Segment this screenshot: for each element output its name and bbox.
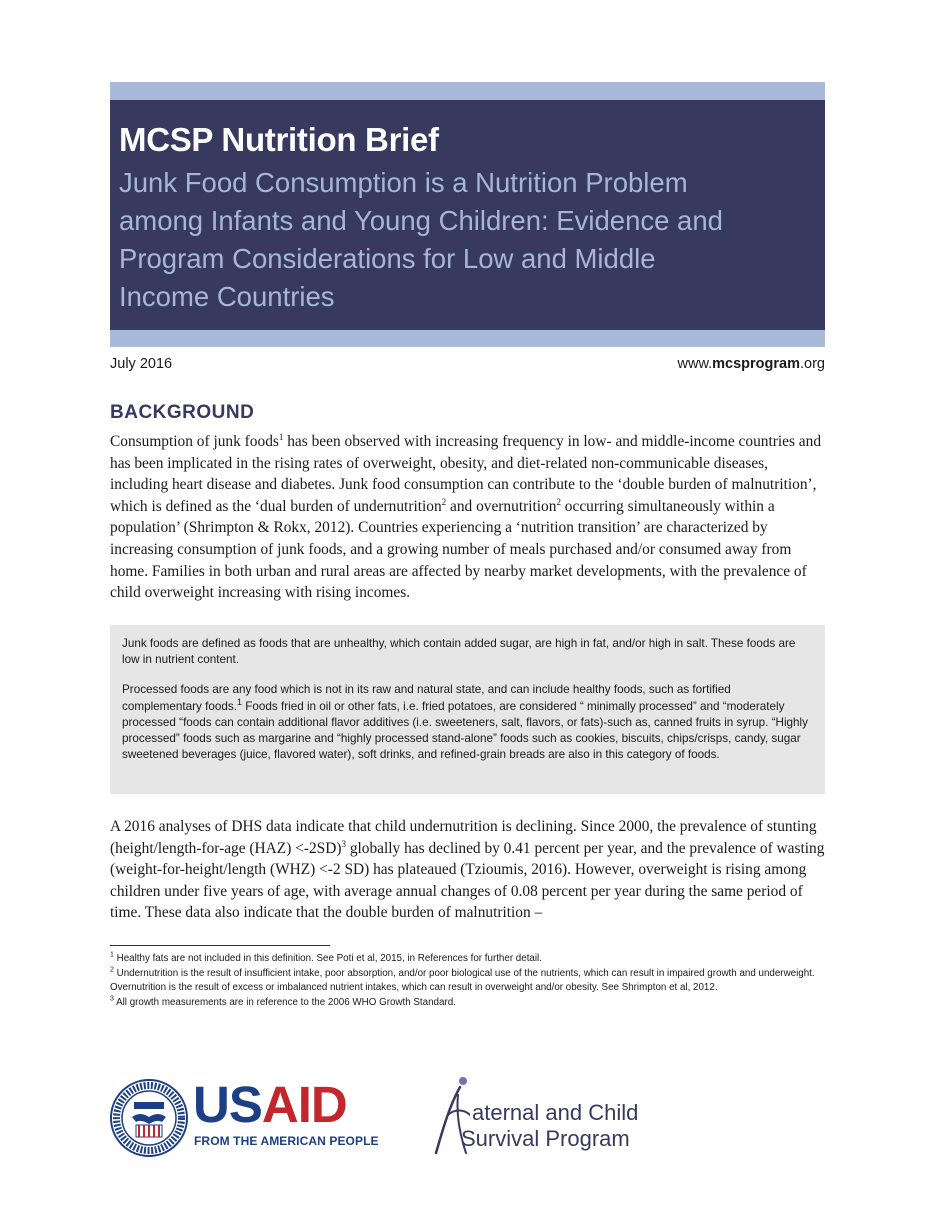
text-run: Foods fried in oil or other fats, i.e. fried potatoes, are considered “ minimally processed” and “moderately processed “foods can contain additional flavor additives (i.e. sweeteners, salt, flavors, or fats)-such as, canned fruits in syrup. “Highly processed” foods such as margarine and “highly processed stand-alone” foods such as cookies, biscuits, chips/crisps, candy, sugar sweetened beverages (juice, flavored water), soft drinks, and refined-grain breads are also in this category of foods. bbox=[122, 699, 808, 762]
footnote bbox=[110, 967, 825, 995]
header-bottom-band bbox=[110, 330, 825, 347]
text-run: occurring simultaneously within a population’ (Shrimpton & Rokx, 2012). Countries experiencing a ‘nutrition transition’ are characterized by increasing consumption of junk foods, and a growing number of meals purchased and/or consumed away from home. Families in both urban and rural areas are affected by nearby market developments, with the prevalence of child overweight increasing with rising incomes. bbox=[110, 497, 807, 602]
section-heading-background: BACKGROUND bbox=[110, 402, 255, 423]
text-run: A 2016 analyses of DHS data indicate that child undernutrition is declining. Since 2000, the prevalence of stunting (height/length-for-age (HAZ) <-2SD) bbox=[110, 818, 817, 857]
background-paragraph-2 bbox=[110, 816, 825, 924]
usaid-us: US bbox=[193, 1076, 262, 1133]
footnote-ref: 2 bbox=[556, 496, 561, 507]
usaid-tagline: FROM THE AMERICAN PEOPLE bbox=[194, 1134, 379, 1148]
url-bold: mcsprogram bbox=[712, 356, 800, 372]
usaid-seal-icon bbox=[110, 1079, 188, 1157]
background-paragraph-1 bbox=[110, 431, 825, 604]
mcsp-name-line2: Survival Program bbox=[461, 1126, 630, 1151]
brief-title: MCSP Nutrition Brief bbox=[119, 121, 439, 158]
subtitle-line: Junk Food Consumption is a Nutrition Problem bbox=[119, 167, 688, 198]
subtitle-line: Program Considerations for Low and Middle bbox=[119, 243, 656, 274]
text-run: has been observed with increasing frequency in low- and middle-income countries and has been implicated in the rising rates of overweight, obesity, and diet-related non-communicable diseases, including heart disease and diabetes. Junk food consumption can contribute to the ‘double burden of malnutrition’, which is defined as the ‘dual burden of undernutrition bbox=[110, 433, 822, 515]
footnote-ref: 2 bbox=[441, 496, 447, 507]
meta-row bbox=[110, 356, 825, 376]
junk-food-definition: Junk foods are defined as foods that are unhealthy, which contain added sugar, are high in fat, and/or high in salt. These foods are low in nutrient content. bbox=[122, 637, 796, 667]
footnote-number: 1 bbox=[110, 951, 114, 959]
url-suffix: .org bbox=[800, 356, 825, 372]
footnote-number: 2 bbox=[110, 966, 114, 974]
url-prefix: www. bbox=[677, 356, 713, 372]
publication-date: July 2016 bbox=[110, 356, 173, 372]
footnote bbox=[110, 952, 825, 966]
footnote-text: All growth measurements are in reference to the 2006 WHO Growth Standard. bbox=[113, 997, 456, 1008]
definition-box bbox=[110, 625, 825, 794]
footnote-number: 3 bbox=[110, 995, 114, 1003]
text-run: Consumption of junk foods bbox=[110, 433, 279, 450]
footnotes bbox=[110, 952, 825, 1011]
processed-food-definition bbox=[122, 682, 813, 763]
header-banner bbox=[110, 100, 825, 330]
website-link[interactable] bbox=[678, 356, 826, 372]
footnote-ref: 1 bbox=[236, 696, 242, 707]
header-top-band bbox=[110, 82, 825, 100]
subtitle-line: among Infants and Young Children: Evidence and bbox=[119, 205, 723, 236]
text-run: and overnutrition bbox=[446, 497, 557, 515]
footnote-divider bbox=[110, 945, 330, 946]
brief-subtitle bbox=[119, 164, 815, 316]
subtitle-line: Income Countries bbox=[119, 281, 335, 312]
footnote-text: Undernutrition is the result of insufficient intake, poor absorption, and/or poor biological use of the nutrients, which can result in impaired growth and underweight. Overnutrition is the result of excess or imbalanced nutrient intakes, which can result in overweight and/or obesity. See Shrimpton et al, 2012. bbox=[110, 968, 815, 993]
mcsp-name-line1: aternal and Child bbox=[472, 1100, 639, 1125]
footnote bbox=[110, 996, 825, 1010]
footnote-ref: 1 bbox=[278, 431, 284, 442]
footnote-ref: 3 bbox=[341, 838, 346, 849]
usaid-wordmark bbox=[193, 1076, 347, 1133]
text-run: globally has declined by 0.41 percent per year, and the prevalence of wasting (weight-for-height/length (WHZ) <-2 SD) has plateaued (Tzioumis, 2016). However, overweight is rising among children under five years of age, with average annual changes of 0.08 percent per year during the same period of time. These data also indicate that the double burden of malnutrition – bbox=[110, 839, 825, 922]
text-run: Processed foods are any food which is not in its raw and natural state, and can include healthy foods, such as fortified complementary foods. bbox=[122, 683, 731, 713]
footnote-text: Healthy fats are not included in this definition. See Poti et al, 2015, in References for further detail. bbox=[113, 953, 542, 964]
usaid-aid: AID bbox=[261, 1076, 347, 1133]
